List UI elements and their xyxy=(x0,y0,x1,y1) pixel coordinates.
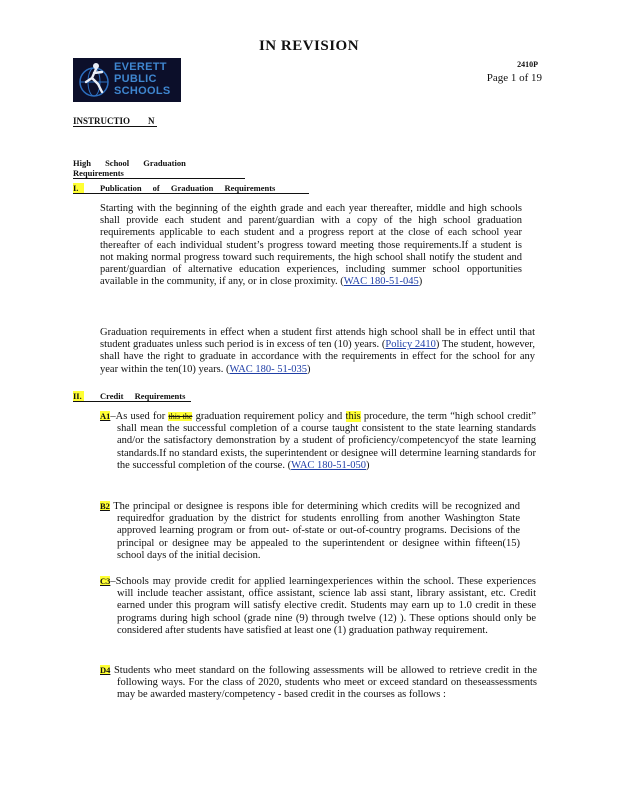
requirements-paragraph: Graduation requirements in effect when a student first attends high school shall be in effect until that student graduates unless such period is in excess of ten (10) years. (Policy 2410) The student, however, shall have the right to graduate in accordance with the requirements in effect for the school for any year within the ten(10) years. (WAC 180- 51-035) xyxy=(100,327,535,375)
section-title: Publication of Graduation Requirements xyxy=(100,183,276,193)
section-title: Credit Requirements xyxy=(100,391,186,401)
credit-item-a1: A1–As used for this the graduation requirement policy and this procedure, the term “high school credit” shall mean the successful completion of a course taught consistent to the state learning standards and/or the satisfactory demonstration by a student of proficiency/competencyof the state learning standards.If no standard exists, the superintendent or designee will determine learning standards for the successful completion of the course. (WAC 180-51-050) xyxy=(100,411,536,471)
credit-item-d4 xyxy=(100,664,537,702)
item-text: Schools may provide credit for applied learningexperiences within the school. These experiences will include teacher assistant, office assistant, science lab assi stant, library assistant, etc. Credit earned under this program will satisfy elective credit. Students may earn up to 1.0 credit in these programs during high school (grade nine (9) through twelve (12) ). These options should only be considered after students have satisfied at least one (1) graduation pathway requirement. xyxy=(115,576,536,636)
section-heading-credit xyxy=(73,391,191,402)
item-label: B2 xyxy=(100,501,110,511)
publication-paragraph: Starting with the beginning of the eighth grade and each year thereafter, middle and high schools shall provide each student and parent/guardian with a copy of the high school graduation requirements applicable to each student and a progress report at the close of each school year thereafter of each individual student’s progress toward meeting those requirements.If a student is not making normal progress toward such requirements, the high school shall notify the student and parent/guardian of alternative education experiences, including summer school opportunities available in the community, if any, or in close proximity. (WAC 180-51-045) xyxy=(100,203,522,288)
item-label: C3 xyxy=(100,576,111,586)
item-label: D4 xyxy=(100,665,111,675)
item-text: As used for xyxy=(115,411,166,422)
section-heading-publication xyxy=(73,183,309,194)
paragraph-text: The student, however, shall have the right to graduate in accordance with the requirements in effect for the school for any year within the ten(10) years. xyxy=(100,339,535,375)
logo-line: SCHOOLS xyxy=(114,85,171,97)
wac-link[interactable]: WAC 180-51-045 xyxy=(343,276,419,288)
struck-text: this the xyxy=(168,412,193,421)
item-text: procedure, the term “high school credit” shall mean the successful completion of a course taught consistent to the state learning standards and/or the satisfactory demonstration by a student of proficiency/competencyof the state learning standards.If no standard exists, the superintendent or designee will determine learning standards for the successful completion of the course. xyxy=(117,411,536,471)
item-text: The principal or designee is respons ible for determining which credits will be recognized and requiredfor graduation by the district for students enrolling from another Washington State approved learning program or from out- of-state or out-of-country programs. Decisions of the principal or designee may be appealed to the superintendent or designee within fifteen(15) school days of the initial decision. xyxy=(113,501,520,561)
section-number: I. xyxy=(73,183,84,193)
wac-link[interactable]: WAC 180-51-050 xyxy=(291,459,367,471)
district-logo xyxy=(73,58,181,102)
logo-wordmark xyxy=(114,61,171,97)
section-label-part: N xyxy=(148,116,155,126)
highlighted-text: this xyxy=(345,411,361,422)
logo-line: EVERETT xyxy=(114,61,167,73)
credit-item-c3: C3–Schools may provide credit for applied learningexperiences within the school. These experiences will include teacher assistant, office assistant, science lab assi stant, library assistant, etc. Credit earned under this program will satisfy elective credit. Students may earn up to 1.0 credit in these programs during high school (grade nine (9) through twelve (12) ). These options should only be considered after students have satisfied at least one (1) graduation pathway requirement. xyxy=(100,576,536,636)
document-title: High School Graduation Requirements xyxy=(73,158,245,179)
item-text: graduation requirement policy and xyxy=(195,411,343,422)
section-label xyxy=(73,116,157,127)
paragraph-text: Starting with the beginning of the eighth grade and each year thereafter, middle and high schools shall provide each student and parent/guardian with a copy of the high school graduation requirements applicable to each student and a progress report at the close of each school year thereafter of each individual student’s progress toward meeting those requirements.If a student is not making normal progress toward such requirements, the high school shall notify the student and parent/guardian of alternative education experiences, including summer school opportunities available in the community, if any, or in close proximity. xyxy=(100,203,522,288)
section-number: II. xyxy=(73,391,84,401)
page-heading: IN REVISION xyxy=(258,38,360,54)
policy-link[interactable]: Policy 2410 xyxy=(385,339,436,351)
item-label: A1 xyxy=(100,411,111,421)
credit-item-b2 xyxy=(100,500,520,562)
logo-line: PUBLIC xyxy=(114,73,157,85)
item-text: Students who meet standard on the following assessments will be allowed to retrieve credit in the following ways. For the class of 2020, students who meet or exceed standard on theseassessments may be awarded mastery/competency - based credit in the courses as follows : xyxy=(113,665,537,701)
globe-runner-icon xyxy=(76,60,112,100)
page-count: Page 1 of 19 xyxy=(486,72,542,84)
wac-link[interactable]: WAC 180- 51-035 xyxy=(229,363,308,375)
policy-number: 2410P xyxy=(517,60,538,69)
section-label-part: INSTRUCTIO xyxy=(73,116,131,126)
paragraph-text: Graduation requirements in effect when a student first attends high school shall be in effect until that student graduates unless such period is in excess of ten (10) years. xyxy=(100,327,535,351)
